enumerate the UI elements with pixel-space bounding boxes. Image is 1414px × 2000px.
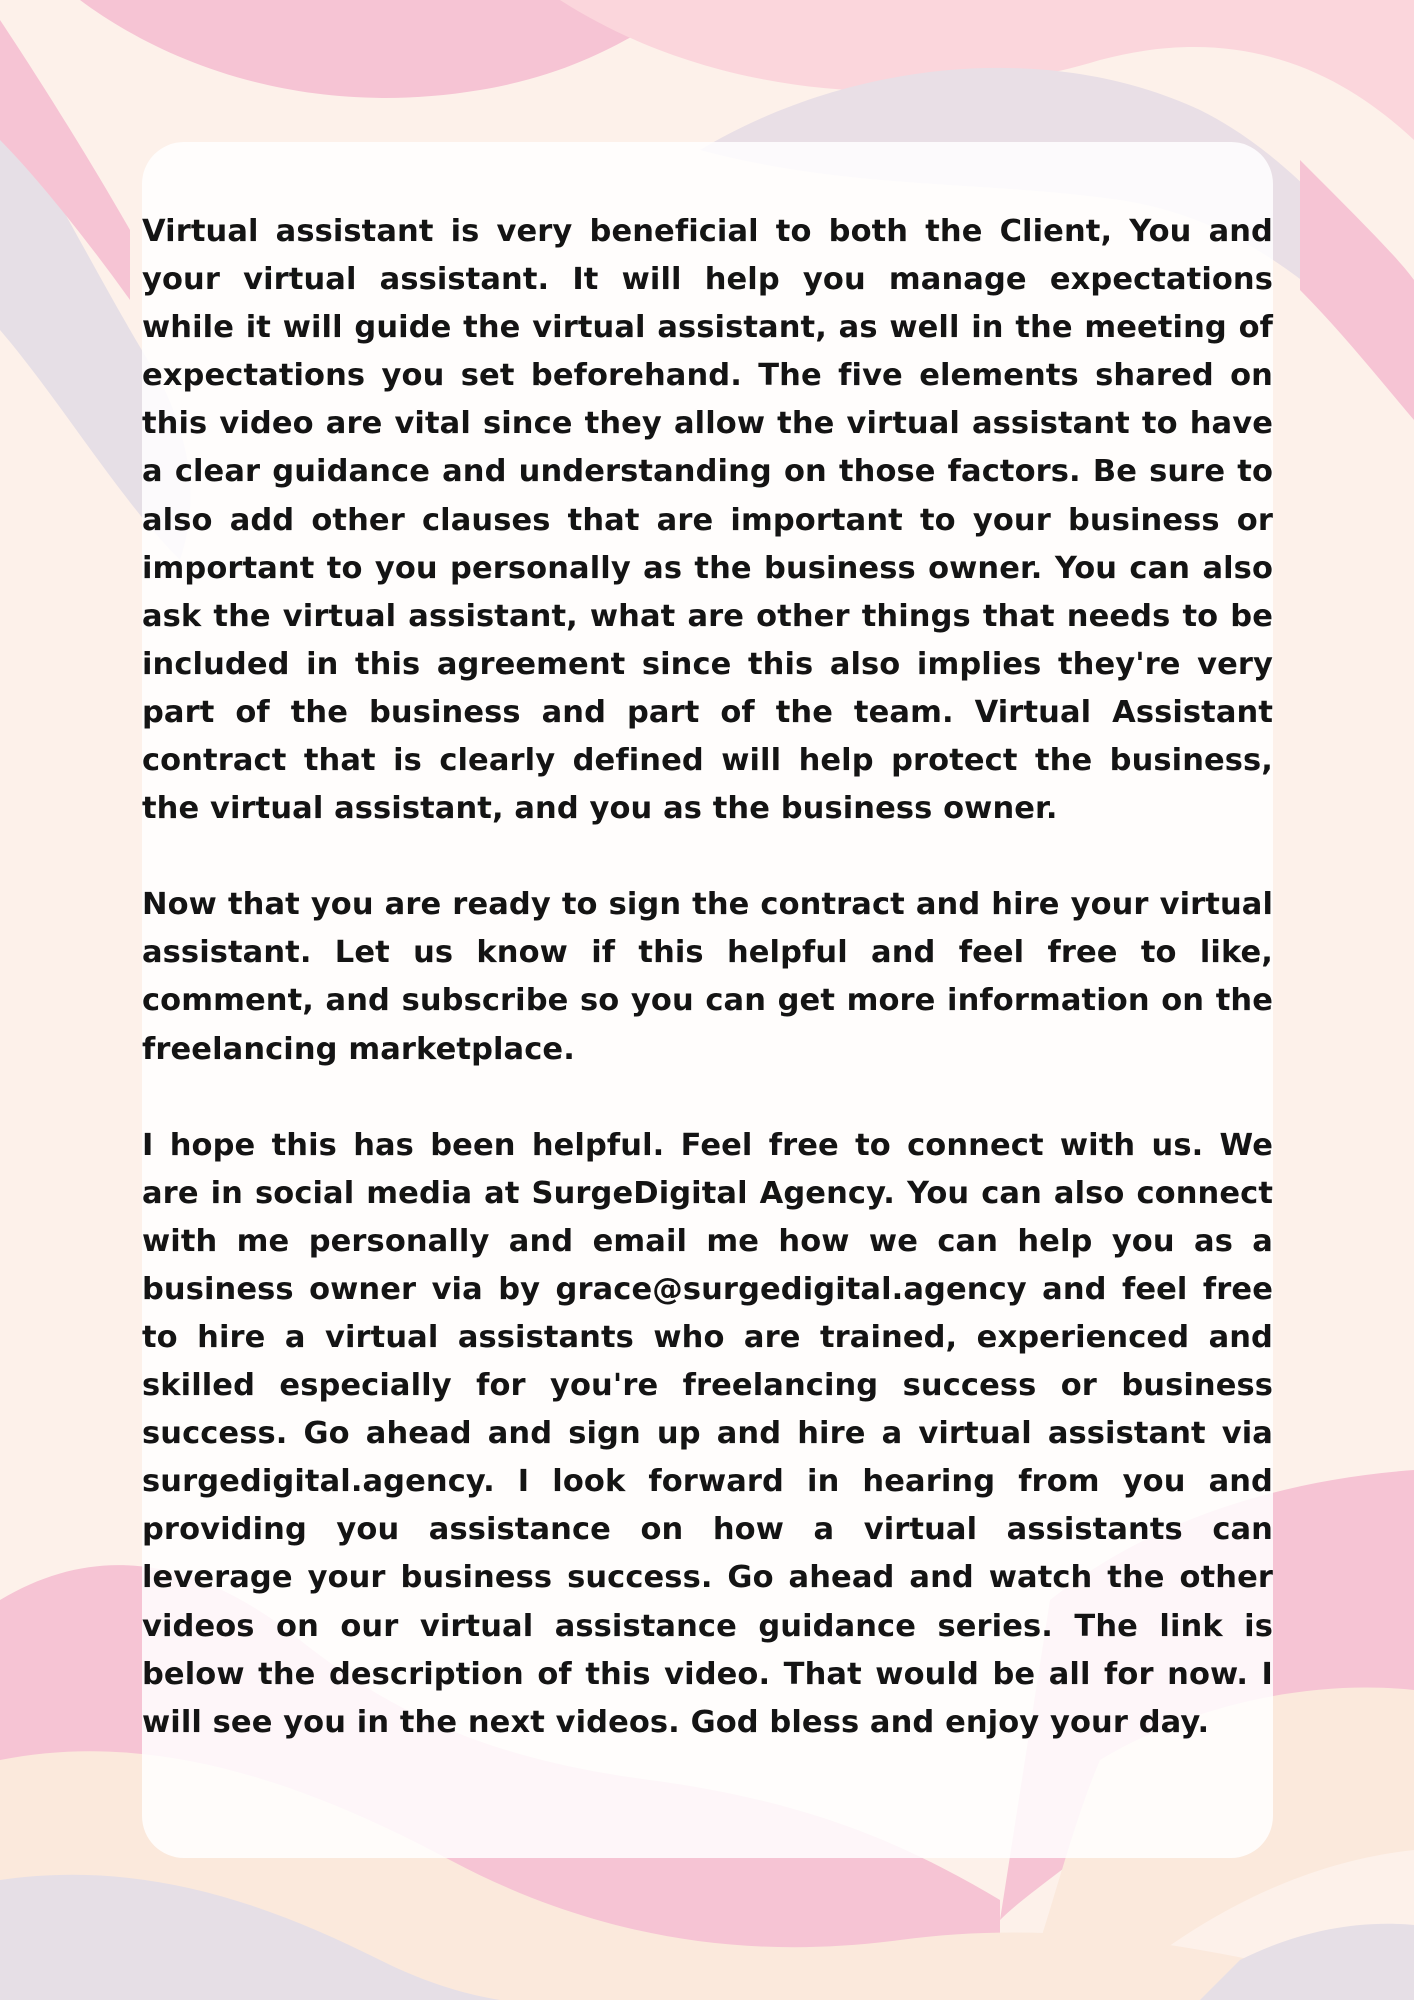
paragraph-closing: I hope this has been helpful. Feel free to connect with us. We are in social media at SurgeDigital Agency. You can also connect with me personally and email me how we can help you as a business owner via by grace@surgedigital.agency and feel free to hire a virtual assistants who are trained, experienced and skilled especially for you're freelancing success or business success. Go ahead and sign up and hire a virtual assistant via surgedigital.agency. I look forward in hearing from you and providing you assistance on how a virtual assistants can leverage your business success. Go ahead and watch the other videos on our virtual assistance guidance series. The link is below the description of this video. That would be all for now. I will see you in the next videos. God bless and enjoy your day.	[142, 1127, 1273, 1740]
paragraph-ready-to-sign: Now that you are ready to sign the contract and hire your virtual assistant. Let us know if this helpful and feel free to like, comment, and subscribe so you can get more information on the freelancing marketplace.	[142, 887, 1273, 1067]
paragraph-va-benefits: Virtual assistant is very beneficial to both the Client, You and your virtual assistant. It will help you manage expectations while it will guide the virtual assistant, as well in the meeting of expectations you set beforehand. The five elements shared on this video are vital since they allow the virtual assistant to have a clear guidance and understanding on those factors. Be sure to also add other clauses that are important to your business or important to you personally as the business owner. You can also ask the virtual assistant, what are other things that needs to be included in this agreement since this also implies they're very part of the business and part of the team. Virtual Assistant contract that is clearly defined will help protect the business, the virtual assistant, and you as the business owner.	[142, 214, 1273, 827]
document-body	[142, 208, 1273, 1747]
